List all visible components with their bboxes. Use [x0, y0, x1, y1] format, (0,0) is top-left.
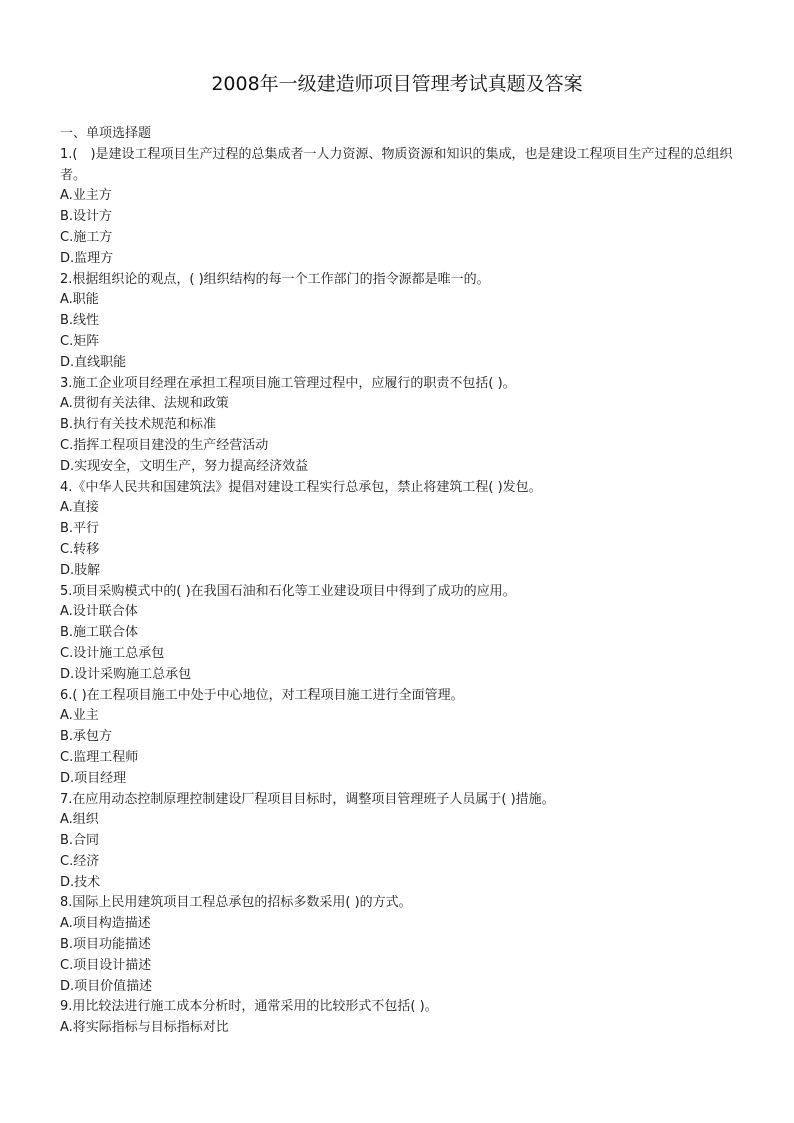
- document-title: 2008年一级建造师项目管理考试真题及答案: [211, 73, 583, 95]
- answer-option: D.技术: [60, 874, 101, 890]
- answer-option: A.业主方: [60, 188, 112, 204]
- question-block: [60, 374, 750, 478]
- question-block: [60, 145, 750, 270]
- answer-option: C.设计施工总承包: [60, 645, 165, 661]
- question-block: [60, 893, 750, 997]
- answer-option: B.设计方: [60, 209, 113, 225]
- question-stem: 4.《中华人民共和国建筑法》提倡对建设工程实行总承包，禁止将建筑工程( )发包。: [60, 479, 542, 495]
- answer-option: B.合同: [60, 833, 100, 849]
- question-stem: 5.项目采购模式中的( )在我国石油和石化等工业建设项目中得到了成功的应用。: [60, 583, 516, 599]
- answer-option: B.承包方: [60, 729, 113, 745]
- answer-option: C.矩阵: [60, 333, 100, 349]
- answer-option: B.执行有关技术规范和标准: [60, 417, 217, 433]
- question-block: [60, 997, 750, 1039]
- answer-option: A.贯彻有关法律、法规和政策: [60, 396, 229, 412]
- question-block: [60, 582, 750, 686]
- question-stem: 9.用比较法进行施工成本分析时，通常采用的比较形式不包括( )。: [60, 999, 438, 1015]
- question-block: [60, 686, 750, 790]
- answer-option: C.监理工程师: [60, 749, 139, 765]
- question-block: [60, 478, 750, 582]
- answer-option: A.设计联合体: [60, 604, 138, 620]
- answer-option: D.监理方: [60, 250, 114, 266]
- answer-option: A.职能: [60, 292, 99, 308]
- document-body: [60, 124, 750, 1039]
- answer-option: D.肢解: [60, 562, 101, 578]
- question-stem: 6.( )在工程项目施工中处于中心地位，对工程项目施工进行全面管理。: [60, 687, 464, 703]
- question-stem: 7.在应用动态控制原理控制建设厂程项目目标时，调整项目管理班子人员属于( )措施。: [60, 791, 555, 807]
- answer-option: B.平行: [60, 521, 100, 537]
- answer-option: A.将实际指标与目标指标对比: [60, 1020, 229, 1036]
- answer-option: C.项目设计描述: [60, 957, 152, 973]
- answer-option: C.施工方: [60, 229, 113, 245]
- answer-option: A.业主: [60, 708, 99, 724]
- question-stem: 2.根据组织论的观点，( )组织结构的每一个工作部门的指令源都是唯一的。: [60, 271, 490, 287]
- question-stem: 1.( )是建设工程项目生产过程的总集成者一人力资源、物质资源和知识的集成，也是建设工程项目生产过程的总组织者。: [60, 146, 733, 183]
- answer-option: C.转移: [60, 541, 100, 557]
- answer-option: B.线性: [60, 313, 100, 329]
- answer-option: C.指挥工程项目建没的生产经营活动: [60, 437, 269, 453]
- answer-option: A.组织: [60, 812, 99, 828]
- question-stem: 3.施工企业项目经理在承担工程项目施工管理过程中，应履行的职责不包括( )。: [60, 375, 516, 391]
- answer-option: D.项目价值描述: [60, 978, 153, 994]
- answer-option: A.直接: [60, 500, 99, 516]
- answer-option: D.直线职能: [60, 354, 127, 370]
- answer-option: A.项目构造描述: [60, 916, 151, 932]
- answer-option: D.设计采购施工总承包: [60, 666, 192, 682]
- question-block: [60, 790, 750, 894]
- answer-option: B.项目功能描述: [60, 937, 152, 953]
- question-stem: 8.国际上民用建筑项目工程总承包的招标多数采用( )的方式。: [60, 895, 412, 911]
- answer-option: B.施工联合体: [60, 625, 139, 641]
- answer-option: D.实现安全，文明生产，努力提高经济效益: [60, 458, 309, 474]
- answer-option: C.经济: [60, 853, 100, 869]
- section-heading: 一、单项选择题: [60, 126, 152, 141]
- question-block: [60, 270, 750, 374]
- answer-option: D.项目经理: [60, 770, 127, 786]
